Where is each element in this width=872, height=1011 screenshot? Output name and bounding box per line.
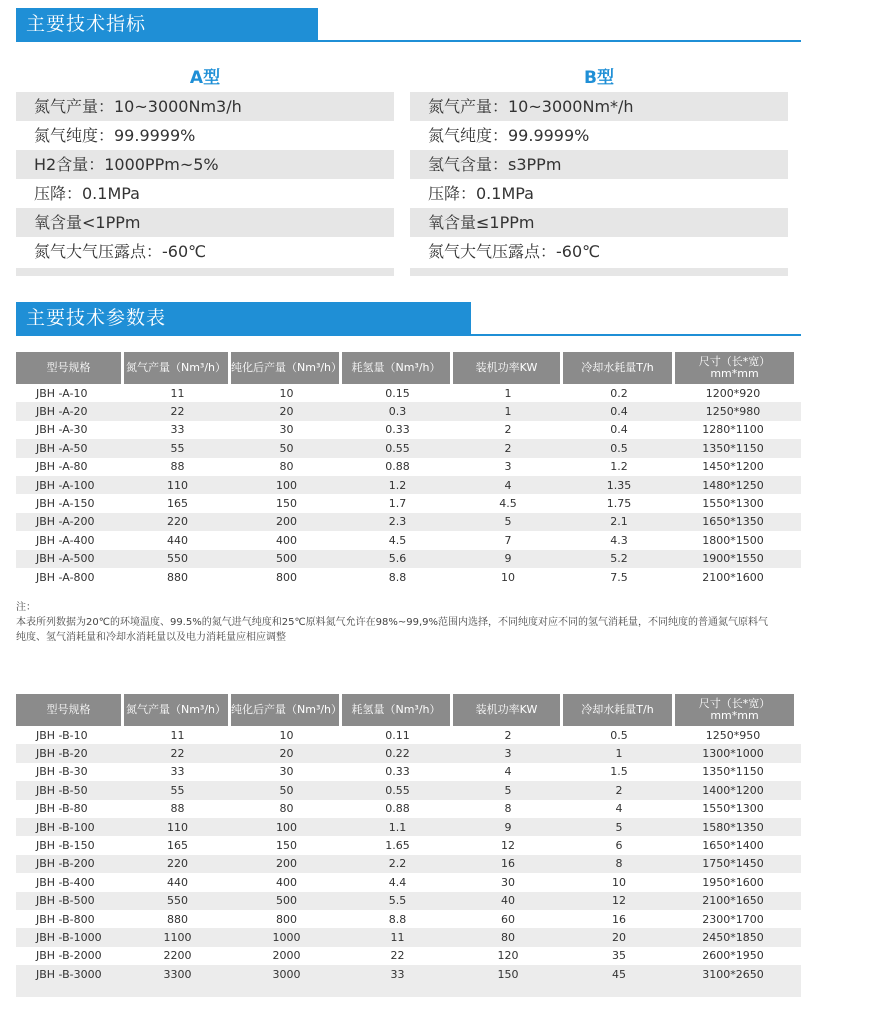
cell-cooling-water: 20 bbox=[612, 930, 626, 944]
table-row bbox=[16, 531, 801, 549]
cell-size: 1350*1150 bbox=[702, 765, 764, 779]
cell-cooling-water: 5.2 bbox=[610, 552, 628, 566]
cell-size: 1650*1350 bbox=[702, 515, 764, 529]
cell-cooling-water: 0.5 bbox=[610, 728, 628, 742]
spec-row: 氮气纯度：99.9999% bbox=[34, 126, 196, 145]
spec-row: 氮气产量：10~3000Nm*/h bbox=[410, 92, 788, 121]
section-header-params bbox=[16, 302, 801, 336]
cell-model: JBH -A-20 bbox=[36, 405, 88, 419]
cell-size: 1650*1400 bbox=[702, 839, 764, 853]
cell-size: 2600*1950 bbox=[702, 949, 764, 963]
table-a bbox=[16, 352, 801, 586]
cell-size: 1250*950 bbox=[705, 728, 761, 742]
cell-purified-output: 200 bbox=[276, 515, 297, 529]
spec-row: 氮气大气压露点：-60℃ bbox=[34, 242, 207, 261]
cell-hydrogen-consumption: 11 bbox=[390, 930, 405, 944]
cell-model: JBH -B-3000 bbox=[36, 967, 102, 981]
cell-cooling-water: 0.2 bbox=[610, 386, 628, 400]
note-line: 纯度、氢气消耗量和冷却水消耗量以及电力消耗量应相应调整 bbox=[16, 632, 286, 643]
cell-nitrogen-output: 220 bbox=[167, 515, 188, 529]
table-row bbox=[16, 873, 801, 891]
table-row bbox=[16, 836, 801, 854]
spec-row: 氧含量≤1PPm bbox=[410, 208, 788, 237]
cell-size: 1200*920 bbox=[705, 386, 761, 400]
table-note bbox=[16, 600, 806, 645]
table-row bbox=[16, 892, 801, 910]
cell-purified-output: 30 bbox=[279, 765, 294, 779]
cell-model: JBH -B-10 bbox=[36, 728, 88, 742]
cell-size: 2450*1850 bbox=[702, 930, 764, 944]
table-row bbox=[16, 568, 801, 586]
cell-size: 2300*1700 bbox=[702, 912, 764, 926]
cell-nitrogen-output: 33 bbox=[170, 765, 185, 779]
cell-power: 8 bbox=[504, 802, 512, 816]
cell-nitrogen-output: 110 bbox=[167, 820, 188, 834]
cell-cooling-water: 35 bbox=[612, 949, 626, 963]
cell-purified-output: 100 bbox=[276, 478, 297, 492]
cell-size: 1450*1200 bbox=[702, 460, 764, 474]
cell-cooling-water: 12 bbox=[612, 894, 626, 908]
cell-nitrogen-output: 440 bbox=[167, 875, 188, 889]
cell-nitrogen-output: 55 bbox=[170, 441, 185, 455]
cell-hydrogen-consumption: 22 bbox=[390, 949, 405, 963]
spec-row: 氧含量<1PPm bbox=[16, 208, 394, 237]
cell-hydrogen-consumption: 0.22 bbox=[385, 747, 410, 761]
table-row bbox=[16, 947, 801, 965]
cell-power: 2 bbox=[504, 423, 512, 437]
cell-purified-output: 1000 bbox=[272, 930, 301, 944]
cell-purified-output: 150 bbox=[276, 839, 297, 853]
cell-hydrogen-consumption: 5.6 bbox=[388, 552, 407, 566]
cell-model: JBH -A-80 bbox=[36, 460, 88, 474]
cell-purified-output: 400 bbox=[276, 533, 297, 547]
cell-purified-output: 20 bbox=[279, 747, 294, 761]
cell-power: 4 bbox=[504, 765, 512, 779]
spec-row: 压降：0.1MPa bbox=[34, 184, 140, 203]
spec-row: 氢气含量：s3PPm bbox=[410, 150, 788, 179]
cell-nitrogen-output: 2200 bbox=[163, 949, 192, 963]
column-title: A型 bbox=[189, 68, 221, 88]
cell-cooling-water: 6 bbox=[615, 839, 623, 853]
header-size bbox=[675, 352, 794, 384]
cell-nitrogen-output: 88 bbox=[170, 802, 185, 816]
cell-model: JBH -B-50 bbox=[36, 783, 88, 797]
cell-size: 1300*1000 bbox=[702, 747, 764, 761]
cell-hydrogen-consumption: 4.5 bbox=[388, 533, 407, 547]
header-size-line2: mm*mm bbox=[710, 709, 759, 722]
cell-nitrogen-output: 11 bbox=[170, 386, 185, 400]
cell-hydrogen-consumption: 8.8 bbox=[388, 912, 407, 926]
cell-hydrogen-consumption: 0.88 bbox=[385, 460, 410, 474]
cell-model: JBH -B-2000 bbox=[36, 949, 102, 963]
table-b bbox=[16, 694, 801, 997]
spec-row: 压降：0.1MPa bbox=[428, 184, 534, 203]
header-power: 装机功率KW bbox=[453, 694, 560, 726]
cell-power: 40 bbox=[501, 894, 515, 908]
cell-hydrogen-consumption: 1.65 bbox=[385, 839, 410, 853]
cell-purified-output: 500 bbox=[276, 552, 297, 566]
cell-model: JBH -A-30 bbox=[36, 423, 88, 437]
spec-row: H2含量：1000PPm~5% bbox=[16, 150, 394, 179]
header-purified-output: 纯化后产量（Nm³/h） bbox=[231, 352, 339, 384]
cell-purified-output: 800 bbox=[276, 570, 297, 584]
cell-nitrogen-output: 55 bbox=[170, 783, 185, 797]
cell-purified-output: 3000 bbox=[272, 967, 301, 981]
cell-cooling-water: 0.4 bbox=[610, 405, 628, 419]
cell-hydrogen-consumption: 5.5 bbox=[388, 894, 407, 908]
table-row bbox=[16, 726, 801, 744]
note-label: 注： bbox=[16, 602, 36, 613]
cell-nitrogen-output: 22 bbox=[170, 405, 185, 419]
cell-hydrogen-consumption: 0.55 bbox=[385, 441, 410, 455]
cell-size: 3100*2650 bbox=[702, 967, 764, 981]
cell-power: 80 bbox=[501, 930, 515, 944]
cell-hydrogen-consumption: 0.88 bbox=[385, 802, 410, 816]
cell-power: 9 bbox=[504, 552, 512, 566]
cell-power: 5 bbox=[504, 515, 512, 529]
cell-hydrogen-consumption: 8.8 bbox=[388, 570, 407, 584]
section-title: 主要技术参数表 bbox=[16, 302, 471, 334]
header-size-line1: 尺寸（长*宽） bbox=[698, 355, 771, 368]
cell-size: 1280*1100 bbox=[702, 423, 764, 437]
cell-model: JBH -B-150 bbox=[36, 839, 95, 853]
cell-purified-output: 50 bbox=[279, 783, 294, 797]
cell-size: 1900*1550 bbox=[702, 552, 764, 566]
cell-purified-output: 2000 bbox=[272, 949, 301, 963]
cell-nitrogen-output: 880 bbox=[167, 912, 188, 926]
cell-purified-output: 400 bbox=[276, 875, 297, 889]
cell-purified-output: 10 bbox=[279, 728, 294, 742]
cell-power: 16 bbox=[501, 857, 515, 871]
cell-size: 1800*1500 bbox=[702, 533, 764, 547]
table-footer-bar bbox=[16, 983, 801, 997]
cell-power: 9 bbox=[504, 820, 512, 834]
cell-size: 1950*1600 bbox=[702, 875, 764, 889]
cell-size: 1580*1350 bbox=[702, 820, 764, 834]
cell-cooling-water: 4.3 bbox=[610, 533, 628, 547]
cell-hydrogen-consumption: 0.11 bbox=[385, 728, 410, 742]
cell-nitrogen-output: 165 bbox=[167, 497, 188, 511]
cell-size: 2100*1650 bbox=[702, 894, 764, 908]
cell-hydrogen-consumption: 1.2 bbox=[388, 478, 407, 492]
cell-power: 150 bbox=[497, 967, 519, 981]
cell-cooling-water: 7.5 bbox=[610, 570, 628, 584]
cell-purified-output: 10 bbox=[279, 386, 294, 400]
cell-nitrogen-output: 1100 bbox=[163, 930, 192, 944]
cell-hydrogen-consumption: 33 bbox=[390, 967, 405, 981]
cell-nitrogen-output: 110 bbox=[167, 478, 188, 492]
cell-cooling-water: 2.1 bbox=[610, 515, 628, 529]
header-size bbox=[675, 694, 794, 726]
cell-purified-output: 200 bbox=[276, 857, 297, 871]
cell-model: JBH -A-100 bbox=[36, 478, 95, 492]
cell-model: JBH -A-50 bbox=[36, 441, 88, 455]
cell-cooling-water: 16 bbox=[612, 912, 626, 926]
cell-nitrogen-output: 33 bbox=[170, 423, 185, 437]
cell-size: 1550*1300 bbox=[702, 497, 764, 511]
cell-purified-output: 100 bbox=[276, 820, 297, 834]
cell-nitrogen-output: 3300 bbox=[163, 967, 192, 981]
cell-power: 5 bbox=[504, 783, 512, 797]
cell-purified-output: 30 bbox=[279, 423, 294, 437]
cell-model: JBH -B-500 bbox=[36, 894, 95, 908]
table-row bbox=[16, 494, 801, 512]
table-row bbox=[16, 763, 801, 781]
cell-hydrogen-consumption: 1.1 bbox=[388, 820, 407, 834]
cell-power: 120 bbox=[497, 949, 519, 963]
cell-size: 1480*1250 bbox=[702, 478, 764, 492]
header-cooling-water: 冷却水耗量T/h bbox=[563, 694, 672, 726]
cell-model: JBH -A-10 bbox=[36, 386, 88, 400]
cell-hydrogen-consumption: 0.55 bbox=[385, 783, 410, 797]
cell-model: JBH -A-800 bbox=[36, 570, 95, 584]
cell-model: JBH -B-30 bbox=[36, 765, 88, 779]
cell-nitrogen-output: 440 bbox=[167, 533, 188, 547]
header-hydrogen-consumption: 耗氢量（Nm³/h） bbox=[342, 694, 450, 726]
cell-cooling-water: 1.5 bbox=[610, 765, 628, 779]
table-row bbox=[16, 402, 801, 420]
cell-cooling-water: 4 bbox=[615, 802, 623, 816]
cell-purified-output: 80 bbox=[279, 460, 294, 474]
cell-model: JBH -B-80 bbox=[36, 802, 88, 816]
cell-nitrogen-output: 550 bbox=[167, 552, 188, 566]
cell-hydrogen-consumption: 0.3 bbox=[388, 405, 407, 419]
cell-purified-output: 80 bbox=[279, 802, 294, 816]
cell-purified-output: 800 bbox=[276, 912, 297, 926]
cell-cooling-water: 1.35 bbox=[606, 478, 632, 492]
cell-power: 4.5 bbox=[499, 497, 517, 511]
table-row bbox=[16, 550, 801, 568]
cell-nitrogen-output: 11 bbox=[170, 728, 185, 742]
header-size-line1: 尺寸（长*宽） bbox=[698, 697, 771, 710]
header-power: 装机功率KW bbox=[453, 352, 560, 384]
divider bbox=[410, 268, 788, 276]
header-purified-output: 纯化后产量（Nm³/h） bbox=[231, 694, 339, 726]
cell-cooling-water: 45 bbox=[612, 967, 626, 981]
table-row bbox=[16, 818, 801, 836]
cell-hydrogen-consumption: 0.33 bbox=[385, 765, 410, 779]
cell-cooling-water: 0.4 bbox=[610, 423, 628, 437]
cell-power: 2 bbox=[504, 728, 512, 742]
table-body bbox=[16, 384, 801, 586]
cell-size: 1350*1150 bbox=[702, 441, 764, 455]
cell-nitrogen-output: 880 bbox=[167, 570, 188, 584]
cell-cooling-water: 1.75 bbox=[606, 497, 632, 511]
table-row bbox=[16, 513, 801, 531]
cell-hydrogen-consumption: 1.7 bbox=[388, 497, 407, 511]
header-hydrogen-consumption: 耗氢量（Nm³/h） bbox=[342, 352, 450, 384]
cell-nitrogen-output: 550 bbox=[167, 894, 188, 908]
cell-model: JBH -B-400 bbox=[36, 875, 95, 889]
cell-hydrogen-consumption: 4.4 bbox=[388, 875, 407, 889]
cell-size: 2100*1600 bbox=[702, 570, 764, 584]
table-row bbox=[16, 421, 801, 439]
cell-model: JBH -B-100 bbox=[36, 820, 95, 834]
cell-model: JBH -A-200 bbox=[36, 515, 95, 529]
cell-purified-output: 500 bbox=[276, 894, 297, 908]
cell-cooling-water: 10 bbox=[612, 875, 626, 889]
cell-model: JBH -B-20 bbox=[36, 747, 88, 761]
cell-power: 4 bbox=[504, 478, 512, 492]
cell-hydrogen-consumption: 2.3 bbox=[388, 515, 407, 529]
header-nitrogen-output: 氮气产量（Nm³/h） bbox=[124, 694, 228, 726]
cell-power: 7 bbox=[504, 533, 512, 547]
header-model: 型号规格 bbox=[16, 694, 121, 726]
cell-hydrogen-consumption: 0.33 bbox=[385, 423, 410, 437]
table-row bbox=[16, 800, 801, 818]
cell-power: 12 bbox=[501, 839, 515, 853]
cell-cooling-water: 8 bbox=[615, 857, 623, 871]
table-row bbox=[16, 855, 801, 873]
cell-nitrogen-output: 165 bbox=[167, 839, 188, 853]
cell-size: 1400*1200 bbox=[702, 783, 764, 797]
cell-model: JBH -B-200 bbox=[36, 857, 95, 871]
cell-size: 1250*980 bbox=[705, 405, 761, 419]
header-size-line2: mm*mm bbox=[710, 367, 759, 380]
table-row bbox=[16, 781, 801, 799]
table-row bbox=[16, 384, 801, 402]
header-cooling-water: 冷却水耗量T/h bbox=[563, 352, 672, 384]
table-row bbox=[16, 744, 801, 762]
cell-nitrogen-output: 22 bbox=[170, 747, 185, 761]
section-title: 主要技术指标 bbox=[16, 8, 318, 40]
table-row bbox=[16, 476, 801, 494]
cell-power: 1 bbox=[504, 405, 512, 419]
cell-power: 3 bbox=[504, 747, 512, 761]
cell-model: JBH -A-150 bbox=[36, 497, 95, 511]
note-line: 本表所列数据为20℃的环境温度、99.5%的氮气进气纯度和25℃原料氮气允许在98%~99,9%范围内选择，不同纯度对应不同的氢气消耗量，不同纯度的普通氮气原料气 bbox=[16, 617, 769, 628]
cell-cooling-water: 1.2 bbox=[610, 460, 628, 474]
cell-cooling-water: 1 bbox=[615, 747, 623, 761]
cell-nitrogen-output: 88 bbox=[170, 460, 185, 474]
cell-model: JBH -A-500 bbox=[36, 552, 95, 566]
cell-power: 60 bbox=[501, 912, 515, 926]
header-nitrogen-output: 氮气产量（Nm³/h） bbox=[124, 352, 228, 384]
cell-cooling-water: 2 bbox=[615, 783, 623, 797]
spec-row: 氮气产量：10~3000Nm3/h bbox=[16, 92, 394, 121]
spec-row: 氮气大气压露点：-60℃ bbox=[428, 242, 601, 261]
cell-model: JBH -B-800 bbox=[36, 912, 95, 926]
header-model: 型号规格 bbox=[16, 352, 121, 384]
cell-model: JBH -B-1000 bbox=[36, 930, 102, 944]
cell-power: 30 bbox=[501, 875, 515, 889]
cell-purified-output: 150 bbox=[276, 497, 297, 511]
cell-cooling-water: 0.5 bbox=[610, 441, 628, 455]
cell-hydrogen-consumption: 2.2 bbox=[388, 857, 407, 871]
spec-column-a bbox=[16, 64, 394, 276]
cell-nitrogen-output: 220 bbox=[167, 857, 188, 871]
cell-purified-output: 50 bbox=[279, 441, 294, 455]
column-title: B型 bbox=[584, 68, 614, 88]
spec-column-b bbox=[410, 64, 788, 276]
table-row bbox=[16, 928, 801, 946]
section-header-specs bbox=[16, 8, 801, 42]
cell-power: 1 bbox=[504, 386, 512, 400]
cell-size: 1550*1300 bbox=[702, 802, 764, 816]
table-body bbox=[16, 726, 801, 983]
cell-model: JBH -A-400 bbox=[36, 533, 95, 547]
table-row bbox=[16, 439, 801, 457]
table-header bbox=[16, 352, 801, 384]
section-rule bbox=[16, 334, 801, 336]
spec-row: 氮气纯度：99.9999% bbox=[428, 126, 590, 145]
table-row bbox=[16, 965, 801, 983]
cell-size: 1750*1450 bbox=[702, 857, 764, 871]
cell-power: 10 bbox=[501, 570, 515, 584]
cell-power: 2 bbox=[504, 441, 512, 455]
cell-purified-output: 20 bbox=[279, 405, 294, 419]
section-rule bbox=[16, 40, 801, 42]
cell-cooling-water: 5 bbox=[615, 820, 623, 834]
divider bbox=[16, 268, 394, 276]
table-row bbox=[16, 910, 801, 928]
table-row bbox=[16, 458, 801, 476]
table-header bbox=[16, 694, 801, 726]
cell-power: 3 bbox=[504, 460, 512, 474]
cell-hydrogen-consumption: 0.15 bbox=[385, 386, 410, 400]
